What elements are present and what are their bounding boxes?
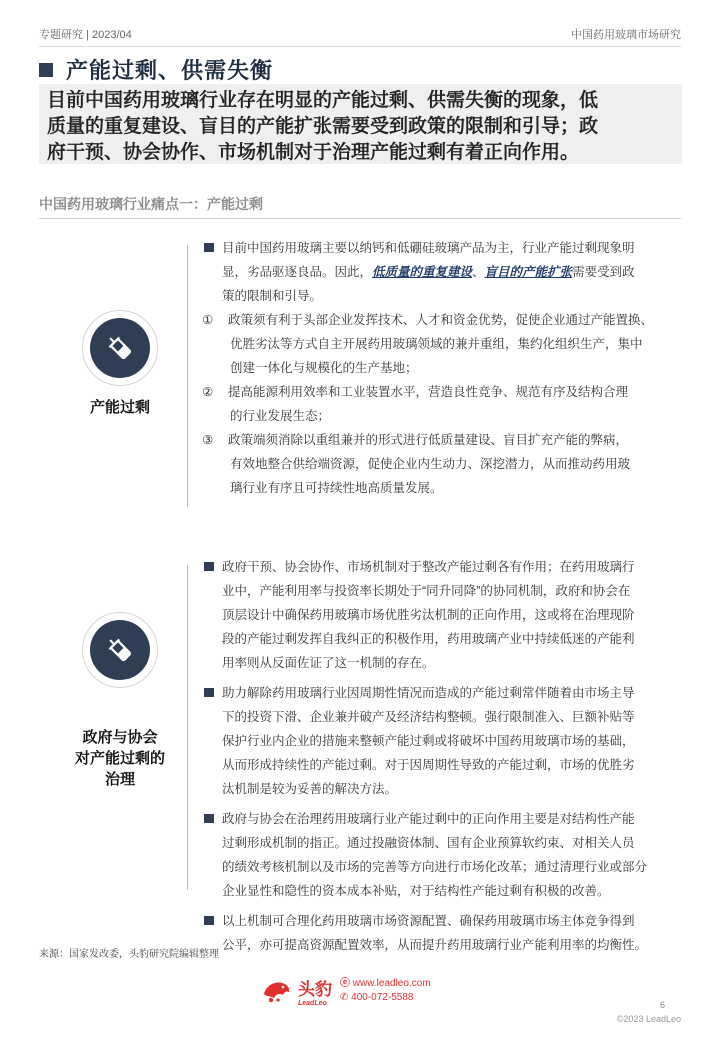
bullet-square-icon (204, 916, 214, 925)
bullet-square-icon (204, 688, 214, 697)
emphasis-low-quality: 低质量的重复建设 (372, 265, 473, 279)
header-right: 中国药用玻璃市场研究 (571, 29, 681, 41)
page-number: 6 (659, 1000, 665, 1010)
block2-bullet-1-line-2: 业中，产能利用率与投资率长期处于“同升同降”的协同机制，政府和协会在 (222, 584, 631, 598)
block2-bullet-1-line-3: 顶层设计中确保药用玻璃市场优胜劣汰机制的正向作用，这或将在治理现阶 (222, 608, 635, 622)
summary-box (39, 84, 682, 164)
phone-number: 400-072-5588 (351, 992, 414, 1003)
block2-bullet-2-line-3: 保护行业内企业的措施来整顿产能过剩或将破坏中国药用玻璃市场的基础， (222, 734, 635, 748)
block2-icon-badge (82, 612, 158, 688)
website-link[interactable]: www.leadleo.com (352, 978, 431, 989)
block2-label (55, 727, 185, 790)
block2-label-line-1: 政府与协会 (82, 729, 158, 746)
leopard-logo-icon (262, 978, 292, 1004)
summary-line-3: 府干预、协会协作、市场机制对于治理产能过剩有着正向作用。 (47, 142, 580, 163)
vial-icon (103, 633, 137, 667)
contact-info (340, 977, 431, 1005)
block2-bullet-2-line-5: 汰机制是较为妥善的解决方法。 (222, 782, 398, 796)
block2-bullet-2-line-4: 从而形成持续性的产能过剩。对于因周期性导致的产能过剩，市场的优胜劣 (222, 758, 635, 772)
block2-bullet-3-line-3: 的绩效考核机制以及市场的完善等方向进行市场化改革；通过清理行业或部分 (222, 860, 648, 874)
phone-icon: ✆ (340, 992, 352, 1003)
header-left: 专题研究 | 2023/04 (39, 29, 132, 41)
block2-bullet-3-line-4: 企业显性和隐性的资本成本补贴，对于结构性产能过剩有积极的改善。 (222, 884, 610, 898)
block1-divider (187, 245, 188, 507)
logo-text-cn: 头豹 (298, 980, 332, 999)
block2-bullet-4: 以上机制可合理化药用玻璃市场资源配置、确保药用玻璃市场主体竞争得到 (204, 909, 694, 933)
block1-item-3: ③ 政策端须消除以重组兼并的形式进行低质量建设、盲目扩充产能的弊病， (202, 433, 629, 447)
block2-bullet-2: 助力解除药用玻璃行业因周期性情况而造成的产能过剩常伴随着由市场主导 (204, 681, 694, 705)
phone-row (340, 991, 431, 1005)
logo-text-en: LeadLeo (298, 1000, 327, 1007)
title-square-icon (39, 63, 53, 77)
block1-item-1-line-3: 创建一体化与规模化的生产基地； (230, 361, 418, 375)
vial-icon (103, 331, 137, 365)
block1-bullet-line-3: 策的限制和引导。 (222, 289, 323, 303)
block2-bullet-4-line-2: 公平，亦可提高资源配置效率，从而提升药用玻璃行业产能利用率的均衡性。 (222, 938, 648, 952)
block1-item-3-line-2: 有效地整合供给端资源，促使企业内生动力、深挖潜力，从而推动药用玻 (230, 457, 631, 471)
bullet-square-icon (204, 814, 214, 823)
block2-divider (187, 565, 188, 890)
block1-icon-badge (82, 310, 158, 386)
web-icon: ⓔ (340, 978, 353, 989)
block1-bullet-line-2: 显，劣品驱逐良品。因此，低质量的重复建设、盲目的产能扩张需要受到政 (222, 265, 635, 279)
header-divider (39, 46, 681, 47)
footer-logo (262, 975, 431, 1007)
block2-bullet-3-line-2: 过剩形成机制的指正。通过投融资体制、国有企业预算软约束、对相关人员 (222, 836, 635, 850)
emphasis-blind-expansion: 盲目的产能扩张 (484, 265, 573, 279)
block2-icon-circle (90, 620, 150, 680)
block2-bullet-1: 政府干预、协会协作、市场机制对于整改产能过剩各有作用；在药用玻璃行 (204, 555, 694, 579)
block1-label: 产能过剩 (89, 399, 150, 416)
source-note: 来源：国家发改委，头豹研究院编辑整理 (39, 949, 219, 960)
bullet-square-icon (204, 562, 214, 571)
section-divider (39, 218, 681, 219)
page-title: 产能过剩、供需失衡 (66, 58, 274, 83)
block1-item-1-line-2: 优胜劣汰等方式自主开展药用玻璃领域的兼并重组，集约化组织生产，集中 (230, 337, 643, 351)
block1-item-3-line-3: 璃行业有序且可持续性地高质量发展。 (230, 481, 443, 495)
logo-text (294, 975, 332, 1007)
block1-bullet-line-1: 目前中国药用玻璃主要以纳钙和低硼硅玻璃产品为主，行业产能过剩现象明 (204, 236, 694, 260)
title-row (39, 54, 273, 85)
website-row (340, 977, 431, 991)
copyright: ©2023 LeadLeo (616, 1014, 681, 1024)
block2-content (204, 555, 694, 957)
block2-label-line-3: 治理 (104, 771, 135, 788)
block2-bullet-2-line-2: 下的投资下滑、企业兼并破产及经济结构整顿。强行限制准入、巨额补贴等 (222, 710, 635, 724)
block1-icon-circle (90, 318, 150, 378)
block1-item-1: ① 政策须有利于头部企业发挥技术、人才和资金优势，促使企业通过产能置换、 (202, 313, 654, 327)
summary-line-2: 质量的重复建设、盲目的产能扩张需要受到政策的限制和引导；政 (47, 116, 599, 137)
block2-bullet-1-line-4: 段的产能过剩发挥自我纠正的积极作用，药用玻璃产业中持续低迷的产能利 (222, 632, 635, 646)
block1-item-2-line-2: 的行业发展生态； (230, 409, 331, 423)
block1-item-2: ② 提高能源利用效率和工业装置水平，营造良性竞争、规范有序及结构合理 (202, 385, 629, 399)
block2-bullet-3: 政府与协会在治理药用玻璃行业产能过剩中的正向作用主要是对结构性产能 (204, 807, 694, 831)
section-heading: 中国药用玻璃行业痛点一：产能过剩 (39, 196, 263, 212)
block2-bullet-1-line-5: 用率则从反面佐证了这一机制的存在。 (222, 656, 435, 670)
bullet-square-icon (204, 243, 214, 252)
summary-line-1: 目前中国药用玻璃行业存在明显的产能过剩、供需失衡的现象，低 (47, 90, 599, 111)
block1-content (204, 236, 694, 500)
block2-label-line-2: 对产能过剩的 (74, 750, 165, 767)
